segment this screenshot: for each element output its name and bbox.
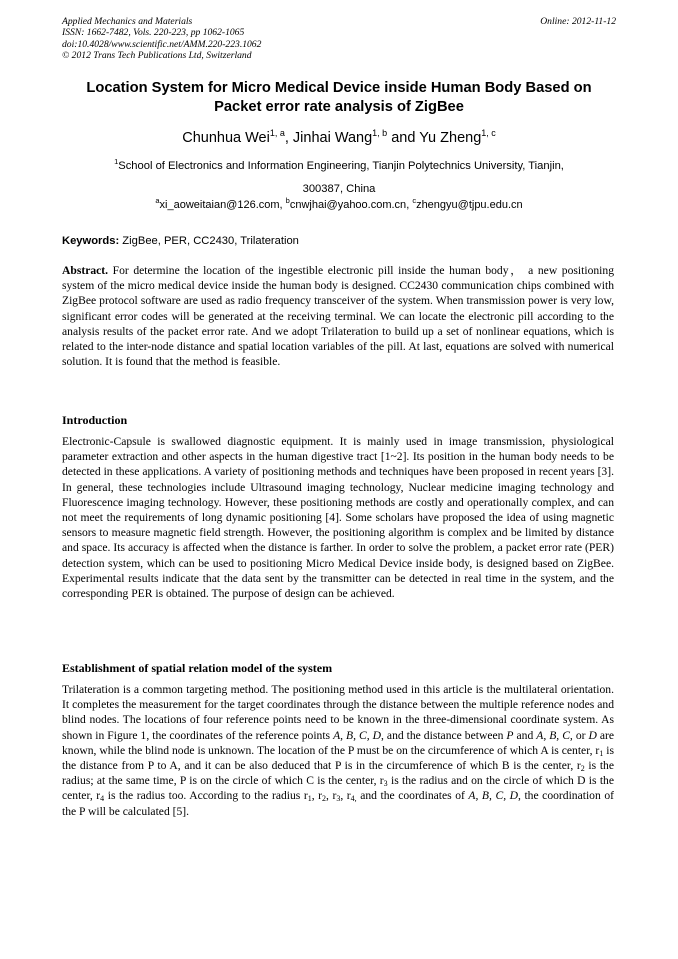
affiliation-line-1: $^1$School of Electronics and Information Engineering, Tianjin Polytechnics University, Tianjin, — [114, 157, 564, 172]
author-list — [62, 128, 616, 148]
author-name: Jinhai Wang — [292, 130, 373, 146]
issn-line: ISSN: 1662-7482, Vols. 220-223, pp 1062-1065 — [62, 27, 245, 39]
affiliation-mark: 1 — [114, 157, 119, 166]
section-text: Trilateration is a common targeting method. The positioning method used in this article is the multilateral orientation. It completes the measurement for the target coordinates through the distance between the multiple reference nodes and blind nodes. The locations of four reference points need to be known in the three-dimensional coordinate system. As shown in Figure 1, the coordinates of the reference points A, B, C, D, and the distance between P and A, B, C, or D are known, while the blind node is unknown. The location of the P must be on the circumference of which A is center, $r_1$ is the distance from P to A, and it can be also deduced that P is in the circumference of which B is the center, $r_2$ is the radius; at the same time, P is on the circle of which C is the center, $r_3$ is the radius and on the circle of which D is the center, $r_4$ is the radius too. According to the radius $r_1$, $r_2$, $r_3$, $r_{4,}$ and the coordinates of A, B, C, D, the coordination of the P will be calculated [5]. — [62, 683, 615, 818]
keywords-text: ZigBee, PER, CC2430, Trilateration — [119, 235, 299, 247]
introduction-heading: Introduction — [62, 413, 128, 427]
affiliation — [62, 155, 616, 201]
email-address: xi_aoweitaian@126.com — [159, 199, 280, 211]
author-separator: , — [284, 130, 293, 146]
journal-header — [62, 16, 616, 62]
keywords-label: Keywords: — [62, 235, 120, 247]
abstract-text: For determine the location of the ingestible electronic pill inside the human body， a new positioning system of the micro medical device inside the human body is designed. CC2430 communication chips combined with ZigBee protocol software are used as radio frequency transceiver of the system. When transmission power is very low, significant error codes will be generated at the receiving terminal. We can locate the electronic pill according to the analysis results of the packet error rate. And we adopt Trilateration to build up a set of nonlinear equations, which is related to the inter-node distance and spatial location variables of the pill. At last, equations are solved with numerical solution. It is found that the method is feasible. — [62, 264, 614, 369]
affiliation-line-2: 300387, China — [302, 183, 376, 195]
paper-title — [62, 79, 616, 117]
doi-line: doi:10.4028/www.scientific.net/AMM.220-223.1062 — [62, 38, 262, 50]
email-list: $^a$xi_aoweitaian@126.com, $^b$cnwjhai@yahoo.com.cn, $^c$zhengyu@tjpu.edu.cn — [155, 196, 523, 211]
introduction-text: Electronic-Capsule is swallowed diagnostic equipment. It is mainly used in image transmission, physiological parameter extraction and other aspects in the human digestive tract [1~2]. Its position in the human body needs to be detected in these applications. A variety of positioning methods and techniques have been proposed in recent years [3]. In general, these technologies include Ultrasound imaging technology, Nuclear medicine imaging technology and Fluorescence imaging technology. However, these positioning methods are costly and operationally complex, and can not meet the requirements of long dynamic positioning [4]. Some scholars have proposed the idea of using magnetic sensors to measure magnetic field strength. However, the positioning algorithm is complex and be limited by distance and space. Its accuracy is affected when the distance is farther. In order to solve the problem, a packet error rate (PER) detection system, which can be used to positioning Micro Medical Device inside body, is designed based on ZigBee. Experimental results indicate that the data sent by the transmitter can be detected in real time in the system, and the corresponding PER is obtained. The purpose of design can be achieved. — [62, 435, 614, 601]
abstract — [62, 263, 614, 369]
author-separator: and — [387, 130, 420, 146]
author-name: Yu Zheng — [419, 130, 482, 146]
journal-name: Applied Mechanics and Materials — [62, 16, 193, 27]
keywords — [62, 234, 616, 248]
email-address: zhengyu@tjpu.edu.cn — [416, 199, 523, 211]
email-address: cnwjhai@yahoo.com.cn — [289, 199, 407, 211]
copyright-line: © 2012 Trans Tech Publications Ltd, Switzerland — [62, 50, 252, 62]
author-affiliation-mark: 1, c — [481, 128, 496, 138]
online-date: Online: 2012-11-12 — [540, 16, 616, 27]
title-line-1: Location System for Micro Medical Device inside Human Body Based on — [86, 80, 592, 96]
section-heading: Establishment of spatial relation model of the system — [62, 661, 333, 675]
author-affiliation-mark: 1, a — [269, 128, 285, 138]
abstract-label: Abstract. — [62, 264, 109, 277]
title-line-2: Packet error rate analysis of ZigBee — [214, 99, 464, 115]
author-name: Chunhua Wei — [182, 130, 270, 146]
author-affiliation-mark: 1, b — [372, 128, 388, 138]
